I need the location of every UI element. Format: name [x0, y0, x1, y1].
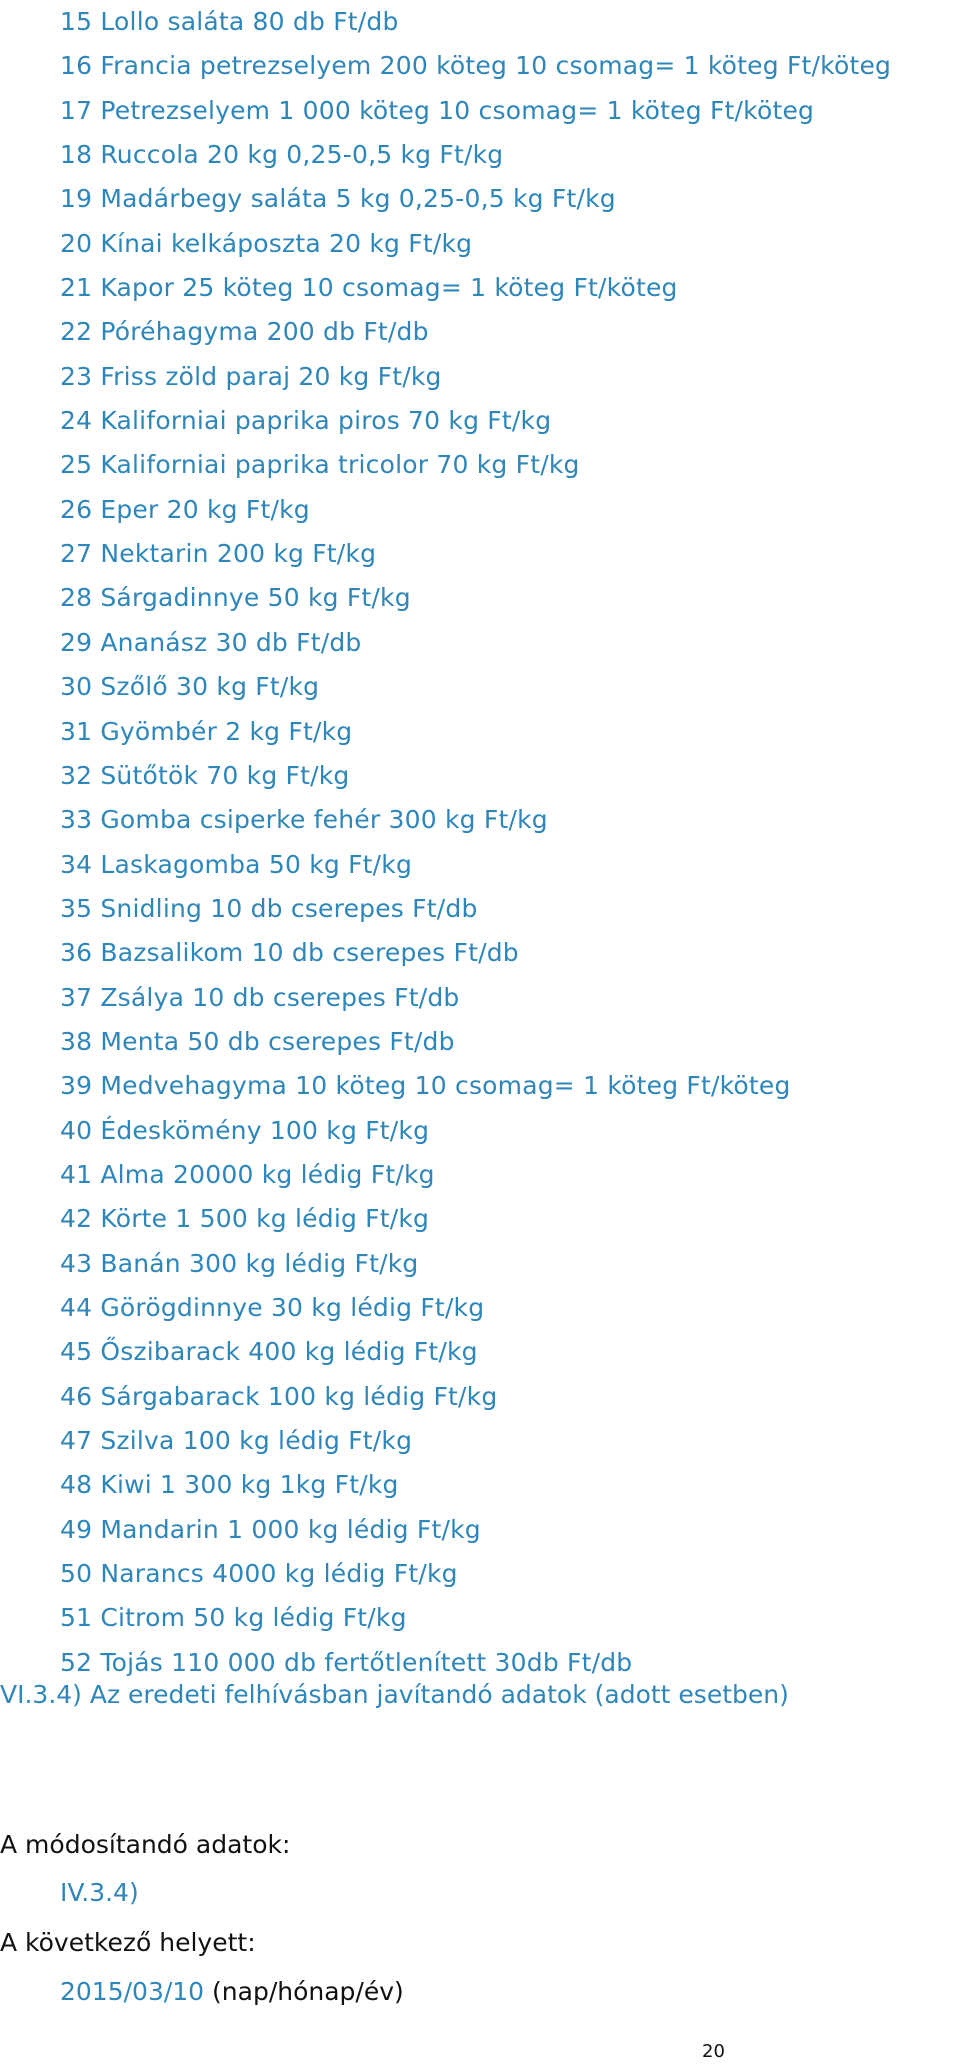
list-item: 35 Snidling 10 db cserepes Ft/db: [60, 893, 478, 923]
list-item: 43 Banán 300 kg lédig Ft/kg: [60, 1248, 419, 1278]
list-item: 18 Ruccola 20 kg 0,25-0,5 kg Ft/kg: [60, 140, 504, 170]
instead-date: 2015/03/10: [60, 1977, 205, 2006]
list-item: 40 Édeskömény 100 kg Ft/kg: [60, 1115, 430, 1145]
instead-format: (nap/hónap/év): [212, 1977, 404, 2006]
list-item: 47 Szilva 100 kg lédig Ft/kg: [60, 1426, 413, 1455]
instead-value-line: [60, 1977, 404, 2006]
list-item: 26 Eper 20 kg Ft/kg: [60, 494, 310, 524]
modify-label: A módosítandó adatok:: [0, 1830, 291, 1859]
list-item: 33 Gomba csiperke fehér 300 kg Ft/kg: [60, 805, 548, 835]
list-item: 19 Madárbegy saláta 5 kg 0,25-0,5 kg Ft/kg: [60, 184, 616, 214]
list-item: 20 Kínai kelkáposzta 20 kg Ft/kg: [60, 228, 473, 258]
list-item: 36 Bazsalikom 10 db cserepes Ft/db: [60, 938, 519, 968]
list-item: 49 Mandarin 1 000 kg lédig Ft/kg: [60, 1514, 481, 1544]
list-item: 50 Narancs 4000 kg lédig Ft/kg: [60, 1559, 458, 1589]
list-item: 46 Sárgabarack 100 kg lédig Ft/kg: [60, 1381, 498, 1411]
list-item: 23 Friss zöld paraj 20 kg Ft/kg: [60, 361, 442, 391]
list-item: 28 Sárgadinnye 50 kg Ft/kg: [60, 583, 411, 613]
list-item: 17 Petrezselyem 1 000 köteg 10 csomag= 1 köteg Ft/köteg: [60, 95, 815, 125]
list-item: 22 Póréhagyma 200 db Ft/db: [60, 317, 429, 347]
list-item: 34 Laskagomba 50 kg Ft/kg: [60, 849, 413, 879]
list-item: 51 Citrom 50 kg lédig Ft/kg: [60, 1603, 407, 1633]
instead-label: A következő helyett:: [0, 1928, 256, 1957]
list-item: 38 Menta 50 db cserepes Ft/db: [60, 1026, 455, 1056]
item-list: [60, 0, 891, 1685]
list-item: 42 Körte 1 500 kg lédig Ft/kg: [60, 1204, 430, 1234]
list-item: 41 Alma 20000 kg lédig Ft/kg: [60, 1159, 435, 1189]
list-item: 15 Lollo saláta 80 db Ft/db: [60, 7, 399, 36]
list-item: 29 Ananász 30 db Ft/db: [60, 627, 362, 657]
list-item: 31 Gyömbér 2 kg Ft/kg: [60, 716, 353, 746]
list-item: 45 Őszibarack 400 kg lédig Ft/kg: [60, 1337, 478, 1367]
section-heading: VI.3.4) Az eredeti felhívásban javítandó adatok (adott esetben): [0, 1680, 789, 1709]
modify-value: IV.3.4): [60, 1878, 139, 1907]
list-item: 21 Kapor 25 köteg 10 csomag= 1 köteg Ft/köteg: [60, 273, 678, 303]
page-number: 20: [702, 2041, 725, 2062]
list-item: 37 Zsálya 10 db cserepes Ft/db: [60, 982, 460, 1012]
list-item: 32 Sütőtök 70 kg Ft/kg: [60, 760, 350, 790]
list-item: 25 Kaliforniai paprika tricolor 70 kg Ft/kg: [60, 450, 580, 480]
list-item: 52 Tojás 110 000 db fertőtlenített 30db Ft/db: [60, 1647, 633, 1677]
list-item: 16 Francia petrezselyem 200 köteg 10 csomag= 1 köteg Ft/köteg: [60, 51, 892, 81]
list-item: 44 Görögdinnye 30 kg lédig Ft/kg: [60, 1292, 485, 1322]
list-item: 30 Szőlő 30 kg Ft/kg: [60, 672, 320, 702]
list-item: 39 Medvehagyma 10 köteg 10 csomag= 1 köteg Ft/köteg: [60, 1071, 791, 1101]
list-item: 24 Kaliforniai paprika piros 70 kg Ft/kg: [60, 406, 552, 436]
list-item: 48 Kiwi 1 300 kg 1kg Ft/kg: [60, 1470, 399, 1500]
list-item: 27 Nektarin 200 kg Ft/kg: [60, 539, 377, 569]
